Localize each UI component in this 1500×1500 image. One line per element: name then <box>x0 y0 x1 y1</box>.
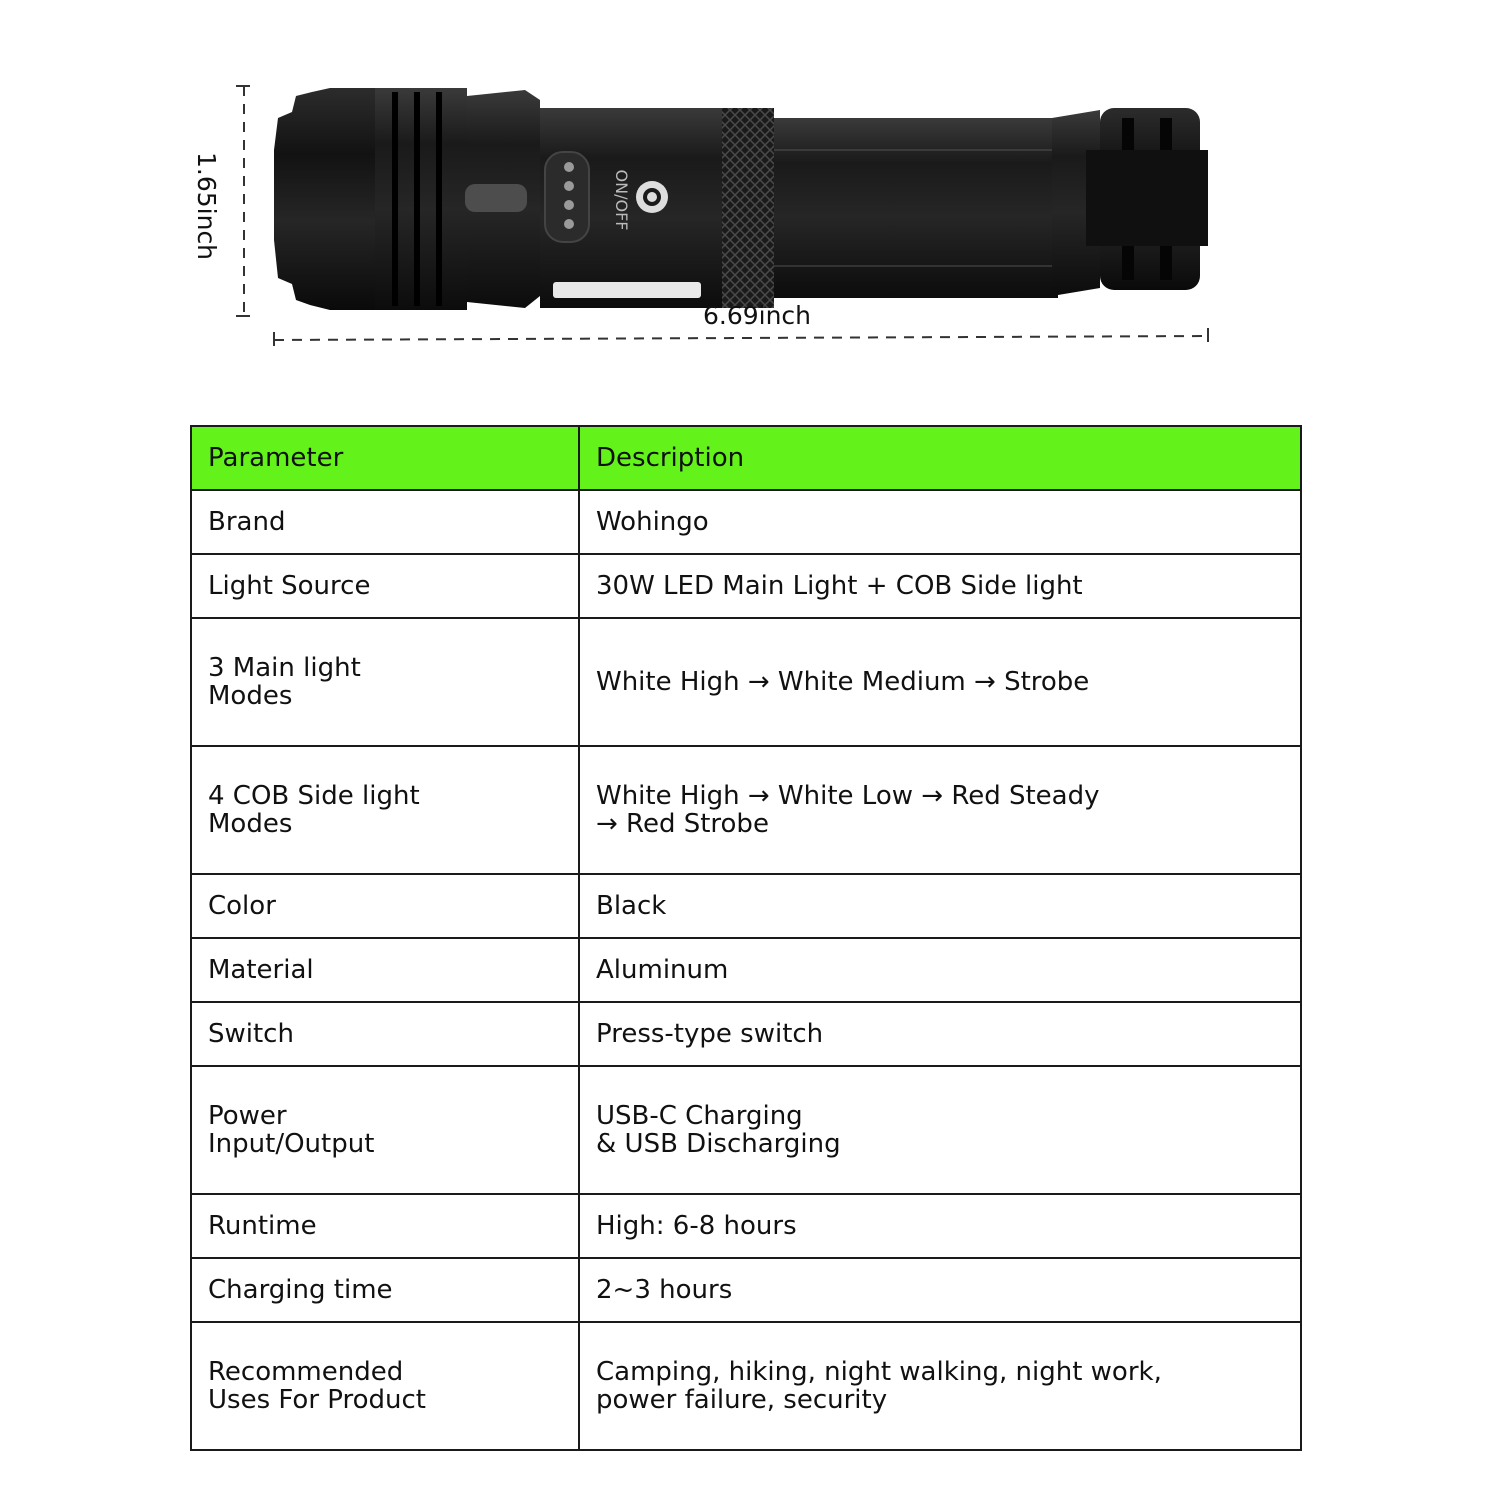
desc-cell: 30W LED Main Light + COB Side light <box>579 554 1301 618</box>
desc-cell: High: 6-8 hours <box>579 1194 1301 1258</box>
param-cell: Switch <box>191 1002 579 1066</box>
table-header-row <box>191 426 1301 490</box>
table-row <box>191 938 1301 1002</box>
param-cell: Material <box>191 938 579 1002</box>
spec-table <box>190 425 1302 1451</box>
length-label: 6.69inch <box>702 301 812 330</box>
desc-cell: Wohingo <box>579 490 1301 554</box>
param-cell: Color <box>191 874 579 938</box>
param-cell: Charging time <box>191 1258 579 1322</box>
height-label: 1.65inch <box>192 151 221 261</box>
param-cell: Runtime <box>191 1194 579 1258</box>
table-row <box>191 1066 1301 1194</box>
header-description: Description <box>579 426 1301 490</box>
table-row <box>191 1002 1301 1066</box>
height-dimension <box>192 86 250 316</box>
param-cell: Brand <box>191 490 579 554</box>
param-cell: 3 Main light Modes <box>191 618 579 746</box>
desc-cell: 2~3 hours <box>579 1258 1301 1322</box>
desc-cell: White High → White Medium → Strobe <box>579 618 1301 746</box>
table-row <box>191 618 1301 746</box>
table-row <box>191 490 1301 554</box>
table-row <box>191 1194 1301 1258</box>
desc-cell: Camping, hiking, night walking, night work, power failure, security <box>579 1322 1301 1450</box>
product-figure <box>0 0 1500 400</box>
table-row <box>191 746 1301 874</box>
param-cell: Light Source <box>191 554 579 618</box>
desc-cell: Black <box>579 874 1301 938</box>
desc-cell: Aluminum <box>579 938 1301 1002</box>
desc-cell: Press-type switch <box>579 1002 1301 1066</box>
table-row <box>191 1258 1301 1322</box>
desc-cell: USB-C Charging & USB Discharging <box>579 1066 1301 1194</box>
flashlight-image <box>274 88 1208 310</box>
table-row <box>191 874 1301 938</box>
table-row <box>191 554 1301 618</box>
switch-button-label: ON/OFF <box>612 169 631 231</box>
desc-cell: White High → White Low → Red Steady → Red Strobe <box>579 746 1301 874</box>
param-cell: Recommended Uses For Product <box>191 1322 579 1450</box>
param-cell: 4 COB Side light Modes <box>191 746 579 874</box>
param-cell: Power Input/Output <box>191 1066 579 1194</box>
header-parameter: Parameter <box>191 426 579 490</box>
table-row <box>191 1322 1301 1450</box>
